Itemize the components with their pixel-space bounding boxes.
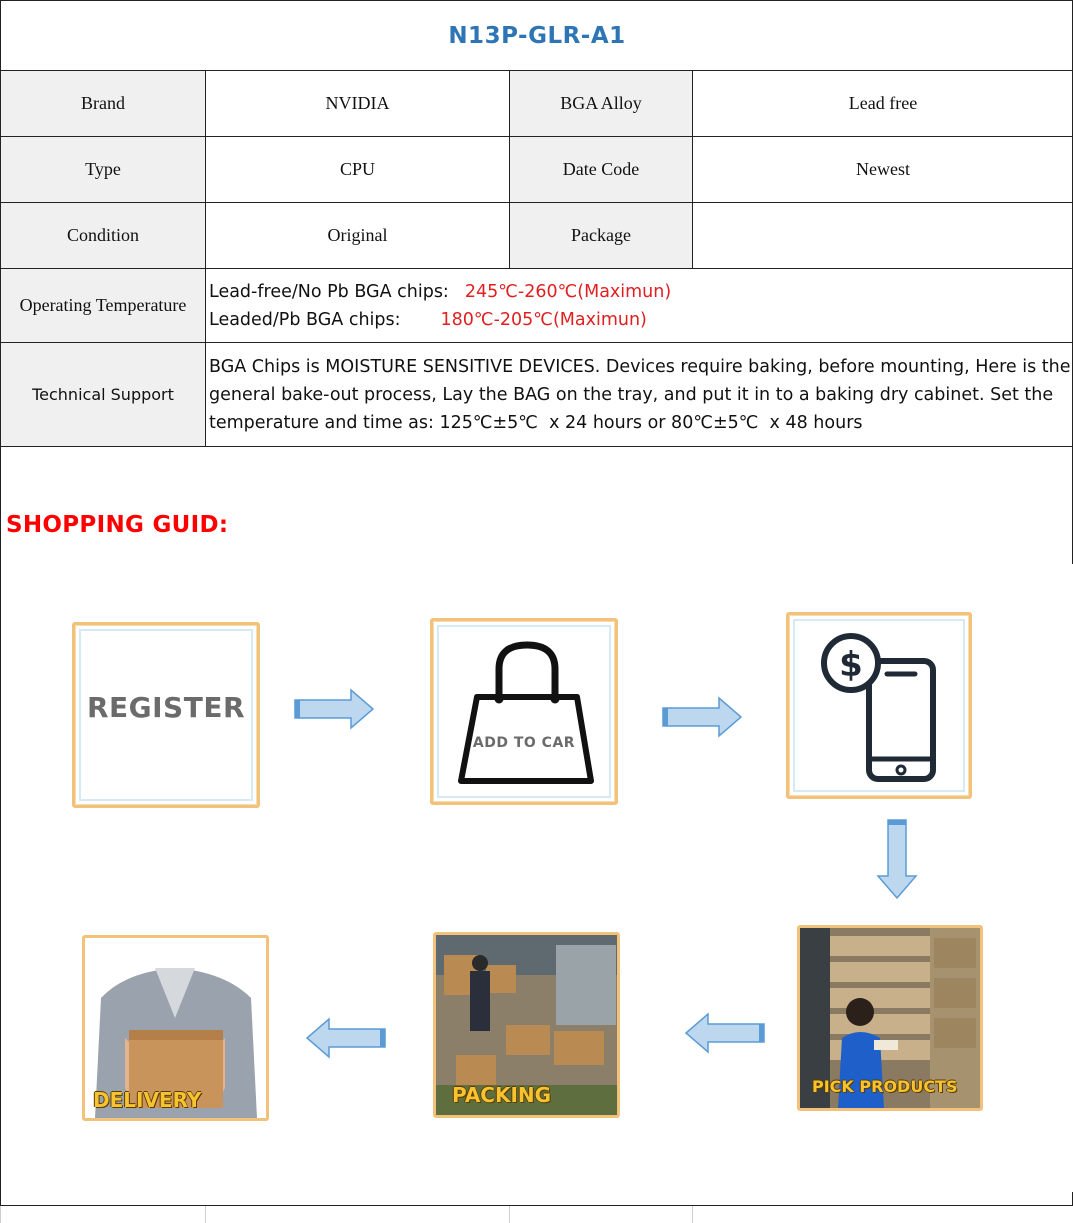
row-temperature bbox=[0, 268, 1073, 342]
title-row bbox=[0, 0, 1073, 70]
pick-products-tile bbox=[797, 925, 983, 1111]
temp-line-leaded bbox=[209, 306, 647, 334]
packing-tile bbox=[433, 932, 620, 1118]
condition-label: Condition bbox=[0, 202, 205, 268]
add-to-cart-label: ADD TO CAR bbox=[472, 735, 576, 751]
packing-label: PACKING bbox=[452, 1083, 552, 1107]
register-label: REGISTER bbox=[86, 691, 246, 724]
alloy-value: Lead free bbox=[692, 70, 1073, 136]
support-label: Technical Support bbox=[0, 342, 205, 446]
register-tile bbox=[72, 622, 260, 808]
temperature-label: Operating Temperature bbox=[0, 268, 205, 342]
temperature-value bbox=[205, 268, 1073, 342]
arrow-left-icon bbox=[684, 1012, 766, 1054]
type-value: CPU bbox=[205, 136, 509, 202]
arrow-right-icon bbox=[293, 688, 375, 730]
row-support bbox=[0, 342, 1073, 446]
temp-line-leadfree bbox=[209, 278, 671, 306]
date-value: Newest bbox=[692, 136, 1073, 202]
brand-value: NVIDIA bbox=[205, 70, 509, 136]
shopping-bag-icon bbox=[453, 639, 601, 791]
arrow-down-icon bbox=[876, 818, 918, 900]
payment-tile bbox=[786, 612, 972, 799]
brand-label: Brand bbox=[0, 70, 205, 136]
arrow-right-icon bbox=[661, 696, 743, 738]
table-divider bbox=[0, 446, 1073, 447]
package-value bbox=[692, 202, 1073, 268]
package-label: Package bbox=[509, 202, 692, 268]
table-left-edge bbox=[0, 0, 1, 1206]
temp-leadfree-value: 245℃-260℃(Maximun) bbox=[464, 281, 672, 302]
type-label: Type bbox=[0, 136, 205, 202]
temp-leadfree-label: Lead-free/No Pb BGA chips: bbox=[209, 281, 449, 302]
arrow-left-icon bbox=[305, 1017, 387, 1059]
alloy-label: BGA Alloy bbox=[509, 70, 692, 136]
delivery-tile bbox=[82, 935, 269, 1121]
row-type bbox=[0, 136, 1073, 202]
condition-value: Original bbox=[205, 202, 509, 268]
bottom-border bbox=[0, 1205, 1073, 1206]
temp-leaded-label: Leaded/Pb BGA chips: bbox=[209, 309, 401, 330]
product-title: N13P-GLR-A1 bbox=[0, 0, 1073, 70]
support-line-2: general bake-out process, Lay the BAG on the tray, and put it in to a baking dry cabinet. Set the bbox=[209, 384, 1054, 405]
row-condition bbox=[0, 202, 1073, 268]
pick-products-label: PICK PRODUCTS bbox=[812, 1077, 958, 1096]
support-line-1: BGA Chips is MOISTURE SENSITIVE DEVICES. Devices require baking, before mounting, Here is the bbox=[209, 356, 1071, 377]
mobile-payment-icon bbox=[813, 631, 953, 787]
support-value bbox=[205, 342, 1073, 446]
date-label: Date Code bbox=[509, 136, 692, 202]
temp-leaded-value: 180℃-205℃(Maximun) bbox=[440, 309, 647, 330]
support-line-3: temperature and time as: 125℃±5℃ x 24 hours or 80℃±5℃ x 48 hours bbox=[209, 412, 863, 433]
delivery-label: DELIVERY bbox=[93, 1088, 202, 1112]
row-brand bbox=[0, 70, 1073, 136]
svg-text:$: $ bbox=[839, 645, 863, 685]
shopping-guide-title: SHOPPING GUID: bbox=[6, 512, 229, 538]
add-to-cart-tile bbox=[430, 618, 618, 805]
